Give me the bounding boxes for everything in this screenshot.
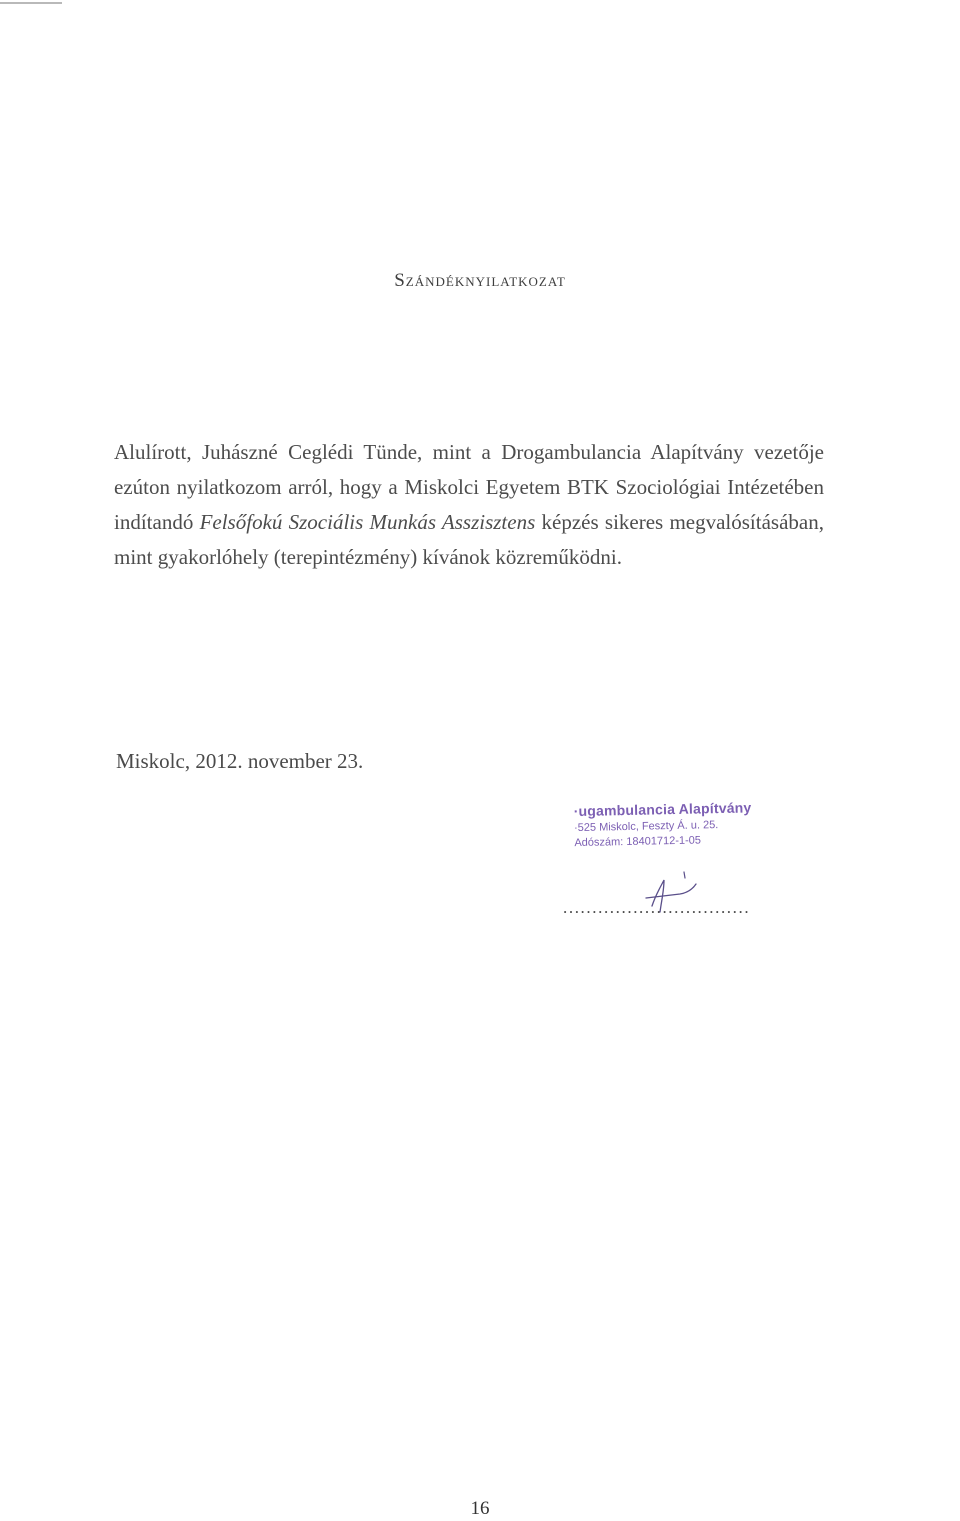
document-title: Szándéknyilatkozat <box>394 270 566 291</box>
declaration-text-part2: képzés sikeres megvalósításában, mint gyakorlóhely (terepintézmény) kívánok közreműködni. <box>114 510 824 569</box>
stamp-tax-number: Adószám: 18401712-1-05 <box>574 834 702 850</box>
organization-stamp <box>574 799 775 849</box>
declaration-text-part1: Alulírott, Juhászné Ceglédi Tünde, mint a Drogambulancia Alapítvány vezetője ezúton nyilatkozom arról, hogy a Miskolci Egyetem BTK Szociológiai Intézetében indítandó <box>114 440 824 534</box>
stamp-org-name: ·ugambulancia Alapítvány <box>573 799 752 820</box>
declaration-paragraph <box>114 435 824 575</box>
place-and-date: Miskolc, 2012. november 23. <box>116 749 364 773</box>
signature-line: ................................ <box>563 898 751 917</box>
page-number: 16 <box>470 1498 490 1519</box>
training-program-name: Felsőfokú Szociális Munkás Asszisztens <box>199 510 536 534</box>
stamp-address: ·525 Miskolc, Feszty Á. u. 25. <box>573 819 719 835</box>
scan-edge-mark <box>0 2 62 4</box>
